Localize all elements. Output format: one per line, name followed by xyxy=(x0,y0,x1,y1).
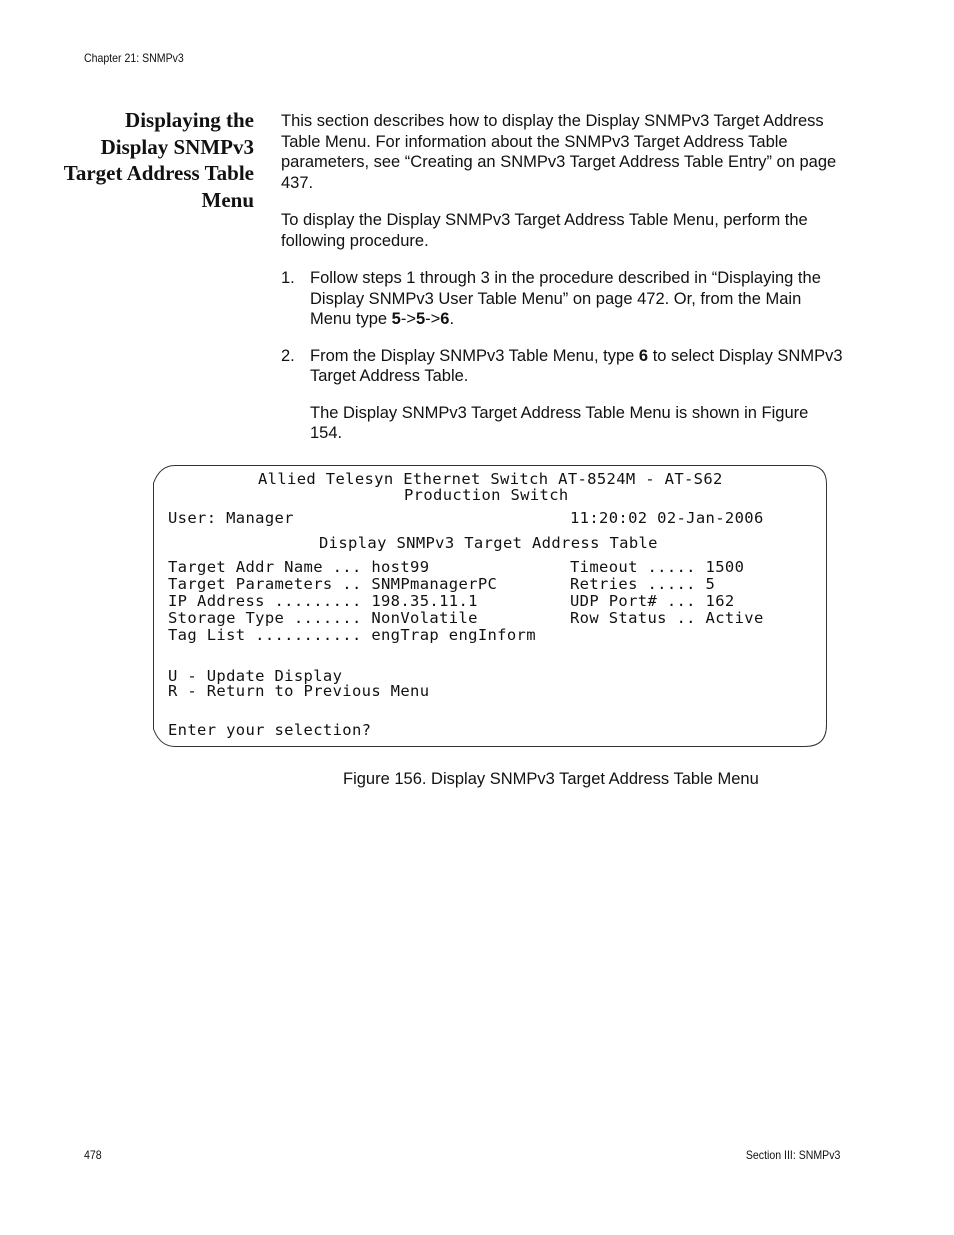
menu-option-update: U - Update Display xyxy=(168,667,343,685)
terminal-field: Timeout ..... 1500 xyxy=(570,558,745,576)
step-number: 1. xyxy=(281,269,295,287)
step-text xyxy=(310,346,843,444)
terminal-user: User: Manager xyxy=(168,509,294,527)
step-text xyxy=(310,268,843,330)
terminal-datetime: 11:20:02 02-Jan-2006 xyxy=(570,509,764,527)
terminal-field: Target Addr Name ... host99 xyxy=(168,558,430,576)
terminal-field: Tag List ........... engTrap engInform xyxy=(168,626,536,644)
menu-key: 5 xyxy=(391,310,401,328)
step-number: 2. xyxy=(281,346,295,365)
procedure-steps xyxy=(281,268,843,444)
key-separator: -> xyxy=(400,310,416,328)
key-separator: -> xyxy=(425,310,441,328)
running-footer: Section III: SNMPv3 xyxy=(745,1148,840,1162)
step-result: The Display SNMPv3 Target Address Table Menu is shown in Figure 154. xyxy=(310,403,809,442)
terminal-screen xyxy=(153,465,827,747)
menu-key: 6 xyxy=(440,310,450,328)
terminal-title: Allied Telesyn Ethernet Switch AT-8524M - AT-S62 xyxy=(258,470,723,488)
procedure-step xyxy=(281,268,843,330)
intro-paragraph: This section describes how to display the Display SNMPv3 Target Address Table Menu. For information about the SNMPv3 Target Address Table parameters, see “Creating an SNMPv3 Target Address Table Entry” on page 437. xyxy=(281,112,837,192)
page-number: 478 xyxy=(84,1148,102,1162)
menu-key: 5 xyxy=(415,310,426,328)
procedure-step xyxy=(281,346,843,444)
step-text-part: From the Display SNMPv3 Table Menu, type xyxy=(310,346,639,365)
body-column xyxy=(281,111,843,460)
step-text-part: . xyxy=(449,310,455,328)
terminal-field: Row Status .. Active xyxy=(570,609,764,627)
step-text-part: Follow steps 1 through 3 in the procedure described in “Displaying the Display SNMPv3 User Table Menu” on page 472. Or, from the Main Menu type xyxy=(310,269,821,328)
terminal-field: Target Parameters .. SNMPmanagerPC xyxy=(168,575,498,593)
terminal-field: IP Address ......... 198.35.11.1 xyxy=(168,592,478,610)
terminal-field: UDP Port# ... 162 xyxy=(570,592,735,610)
menu-key: 6 xyxy=(638,346,649,365)
figure-caption: Figure 156. Display SNMPv3 Target Address Table Menu xyxy=(343,770,759,788)
terminal-field: Retries ..... 5 xyxy=(570,575,716,593)
running-header: Chapter 21: SNMPv3 xyxy=(84,51,184,65)
terminal-subtitle: Production Switch xyxy=(404,486,569,504)
terminal-prompt: Enter your selection? xyxy=(168,721,372,739)
section-heading: Displaying the Display SNMPv3 Target Address Table Menu xyxy=(63,108,254,212)
intro-paragraph: To display the Display SNMPv3 Target Address Table Menu, perform the following procedure. xyxy=(281,211,808,250)
step-text-part: to select Display SNMPv3 Target Address Table. xyxy=(310,346,843,385)
terminal-screen-title: Display SNMPv3 Target Address Table xyxy=(319,534,658,552)
terminal-field: Storage Type ....... NonVolatile xyxy=(168,609,478,627)
menu-option-return: R - Return to Previous Menu xyxy=(168,682,430,700)
